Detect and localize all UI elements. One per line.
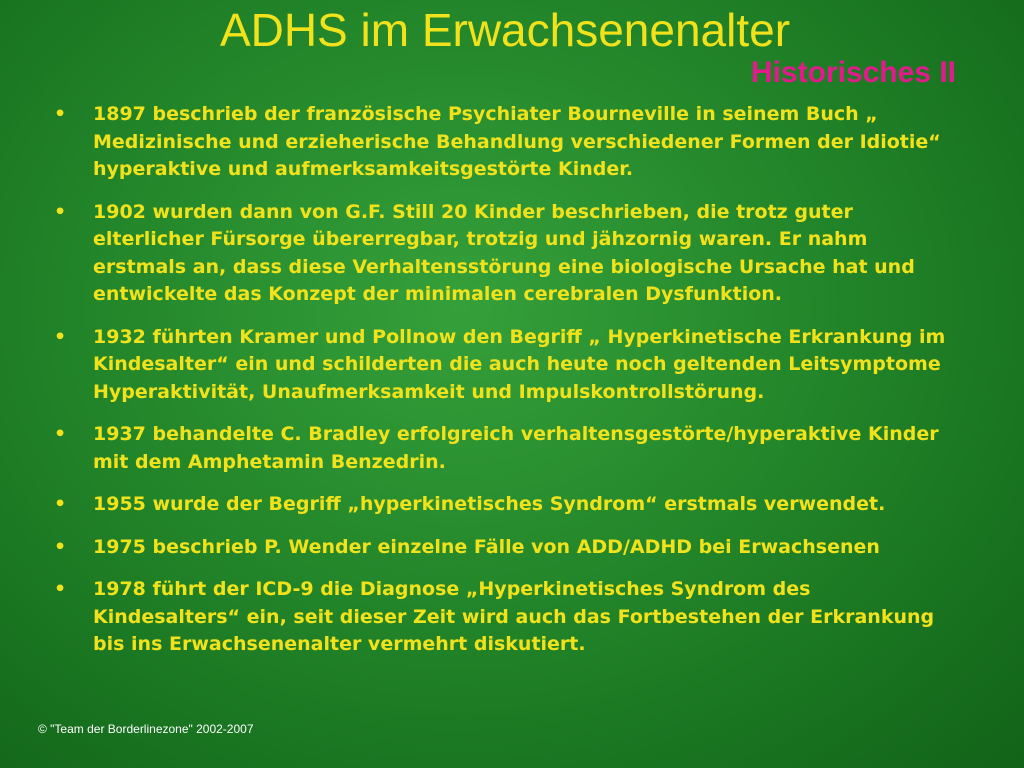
bullet-item bbox=[52, 534, 952, 562]
bullet-text: 1902 wurden dann von G.F. Still 20 Kinder beschrieben, die trotz guter elterlicher Fürsorge übererregbar, trotzig und jähzornig waren. Er nahm erstmals an, dass diese Verhaltensstörung eine biologische Ursache hat und entwickelte das Konzept der minimalen cerebralen Dysfunktion. bbox=[93, 200, 915, 305]
bullet-dot-icon: • bbox=[54, 535, 67, 558]
bullet-item bbox=[52, 199, 952, 309]
copyright-footer: © "Team der Borderlinezone" 2002-2007 bbox=[38, 722, 254, 736]
bullet-text: 1932 führten Kramer und Pollnow den Begriff „ Hyperkinetische Erkrankung im Kindesalter“ ein und schilderten die auch heute noch geltenden Leitsymptome Hyperaktivität, Unaufmerksamkeit und Impulskontrollstörung. bbox=[93, 325, 946, 403]
bullet-text: 1955 wurde der Begriff „hyperkinetisches Syndrom“ erstmals verwendet. bbox=[93, 493, 886, 515]
bullet-dot-icon: • bbox=[54, 103, 67, 125]
bullet-dot-icon: • bbox=[54, 325, 67, 348]
bullet-text: 1897 beschrieb der französische Psychiater Bourneville in seinem Buch „ Medizinische und erzieherische Behandlung verschiedener Formen der Idiotie“ hyperaktive und aufmerksamkeitsgestörte Kinder. bbox=[93, 103, 941, 180]
bullet-item bbox=[52, 576, 952, 659]
bullet-dot-icon: • bbox=[54, 493, 67, 515]
slide-title: ADHS im Erwachsenenalter bbox=[219, 4, 791, 56]
bullet-list bbox=[52, 101, 952, 674]
bullet-text: 1937 behandelte C. Bradley erfolgreich verhaltensgestörte/hyperaktive Kinder mit dem Amphetamin Benzedrin. bbox=[93, 423, 939, 473]
bullet-text: 1978 führt der ICD-9 die Diagnose „Hyperkinetisches Syndrom des Kindesalters“ ein, seit dieser Zeit wird auch das Fortbestehen der Erkrankung bis ins Erwachsenenalter vermehrt diskutiert. bbox=[93, 578, 935, 655]
bullet-item bbox=[52, 421, 952, 476]
slide-subtitle: Historisches II bbox=[750, 56, 956, 89]
bullet-item bbox=[52, 101, 952, 184]
bullet-item bbox=[52, 491, 952, 519]
bullet-dot-icon: • bbox=[54, 578, 67, 600]
bullet-dot-icon: • bbox=[54, 200, 67, 223]
bullet-dot-icon: • bbox=[54, 423, 67, 445]
bullet-item bbox=[52, 324, 952, 407]
bullet-text: 1975 beschrieb P. Wender einzelne Fälle von ADD/ADHD bei Erwachsenen bbox=[93, 535, 880, 558]
